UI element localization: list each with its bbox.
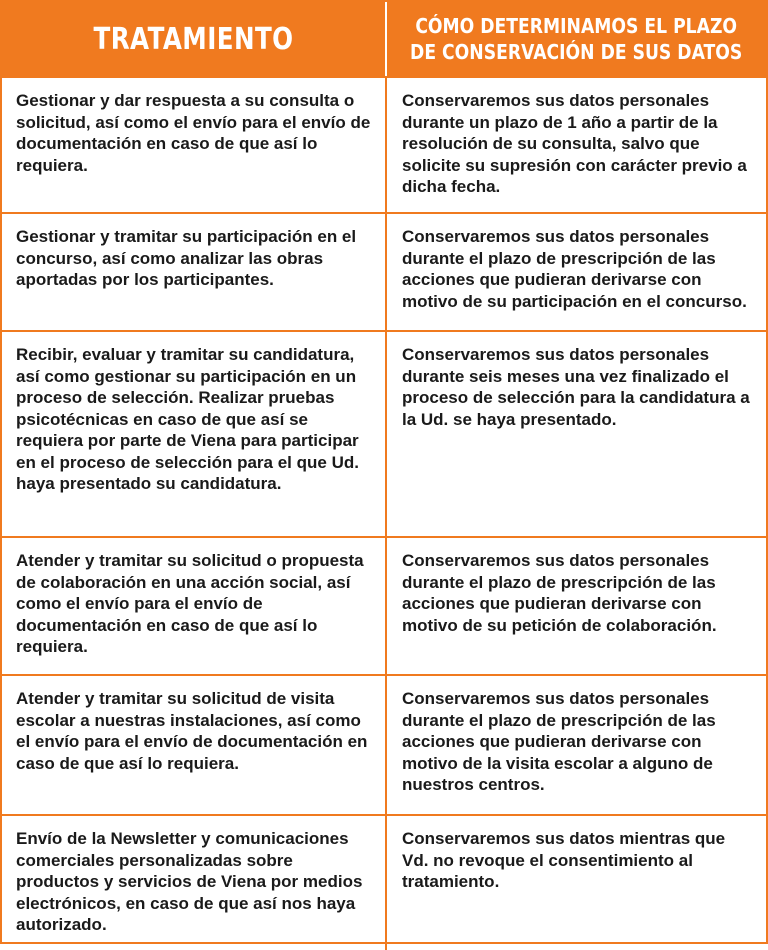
- table-header: [2, 2, 766, 78]
- table-row: [2, 330, 766, 536]
- header-retention: [385, 2, 766, 76]
- table-row: [2, 536, 766, 674]
- table-row: [2, 674, 766, 814]
- table-row: [2, 814, 766, 950]
- treatment-cell: Atender y tramitar su solicitud o propuesta de colaboración en una acción social, así como el envío para el envío de documentación en caso de que así lo requiera.: [16, 551, 364, 656]
- table-body: [2, 78, 766, 950]
- retention-cell: Conservaremos sus datos personales durante un plazo de 1 año a partir de la resolución de su consulta, salvo que solicite su supresión con carácter previo a dicha fecha.: [385, 78, 766, 212]
- retention-cell: Conservaremos sus datos personales durante el plazo de prescripción de las acciones que pudieran derivarse con motivo de su participación en el concurso.: [385, 214, 766, 330]
- treatment-cell: Envío de la Newsletter y comunicaciones comerciales personalizadas sobre productos y servicios de Viena por medios electrónicos, en caso de que así nos haya autorizado.: [16, 829, 363, 934]
- retention-cell: Conservaremos sus datos personales durante seis meses una vez finalizado el proceso de selección para la candidatura a la Ud. se haya presentado.: [385, 332, 766, 536]
- header-retention-line1: CÓMO DETERMINAMOS EL PLAZO: [415, 14, 738, 38]
- treatment-cell: Gestionar y dar respuesta a su consulta o solicitud, así como el envío para el envío de documentación en caso de que así lo requiera.: [16, 91, 371, 175]
- retention-cell: Conservaremos sus datos personales durante el plazo de prescripción de las acciones que pudieran derivarse con motivo de su petición de colaboración.: [385, 538, 766, 674]
- table-row: [2, 212, 766, 330]
- table-row: [2, 78, 766, 212]
- treatment-cell: Recibir, evaluar y tramitar su candidatura, así como gestionar su participación en un proceso de selección. Realizar pruebas psicotécnicas en caso de que así se requiera por parte de Viena para participar en el proceso de selección para el que Ud. haya presentado su candidatura.: [16, 345, 359, 493]
- header-retention-line2: DE CONSERVACIÓN DE SUS DATOS: [410, 40, 743, 64]
- retention-cell: Conservaremos sus datos personales durante el plazo de prescripción de las acciones que pudieran derivarse con motivo de la visita escolar a alguno de nuestros centros.: [385, 676, 766, 814]
- header-treatment: TRATAMIENTO: [93, 21, 294, 57]
- treatment-cell: Gestionar y tramitar su participación en el concurso, así como analizar las obras aportadas por los participantes.: [16, 227, 357, 289]
- treatment-cell: Atender y tramitar su solicitud de visita escolar a nuestras instalaciones, así como el envío para el envío de documentación en caso de que así lo requiera.: [16, 689, 368, 773]
- retention-cell: Conservaremos sus datos mientras que Vd. no revoque el consentimiento al tratamiento.: [385, 816, 766, 950]
